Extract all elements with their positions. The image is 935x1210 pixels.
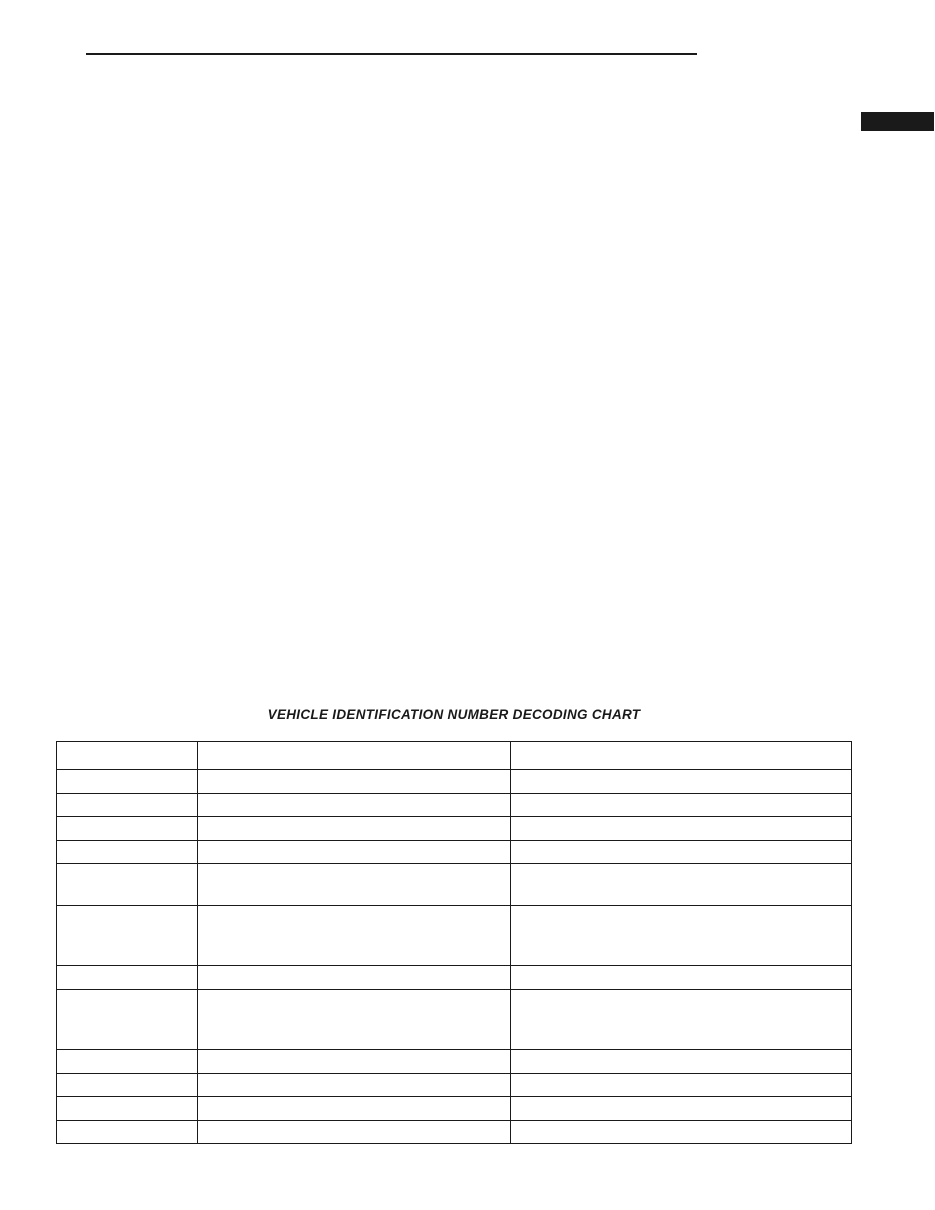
interpretation-cell bbox=[198, 742, 511, 770]
interpretation-cell bbox=[198, 1097, 511, 1121]
interpretation-cell bbox=[198, 1050, 511, 1074]
code-description-cell bbox=[511, 817, 852, 841]
table-row bbox=[57, 1097, 852, 1121]
code-description-cell bbox=[511, 1050, 852, 1074]
interpretation-cell bbox=[198, 841, 511, 864]
interpretation-cell bbox=[198, 906, 511, 966]
code-description-cell bbox=[511, 742, 852, 770]
table-row bbox=[57, 1074, 852, 1097]
chart-title: VEHICLE IDENTIFICATION NUMBER DECODING CHART bbox=[267, 707, 641, 722]
position-cell bbox=[57, 1050, 198, 1074]
table-row bbox=[57, 966, 852, 990]
position-cell bbox=[57, 990, 198, 1050]
table-row bbox=[57, 794, 852, 817]
code-description-cell bbox=[511, 770, 852, 794]
table-row bbox=[57, 841, 852, 864]
table-row bbox=[57, 990, 852, 1050]
position-cell bbox=[57, 817, 198, 841]
vin-decoding-table bbox=[56, 741, 852, 1144]
position-cell bbox=[57, 906, 198, 966]
position-cell bbox=[57, 841, 198, 864]
code-description-cell bbox=[511, 794, 852, 817]
interpretation-cell bbox=[198, 1074, 511, 1097]
position-cell bbox=[57, 864, 198, 906]
code-description-cell bbox=[511, 841, 852, 864]
interpretation-cell bbox=[198, 817, 511, 841]
position-cell bbox=[57, 794, 198, 817]
vin-table-body bbox=[57, 742, 852, 1144]
table-row bbox=[57, 817, 852, 841]
interpretation-cell bbox=[198, 966, 511, 990]
interpretation-cell bbox=[198, 864, 511, 906]
position-cell bbox=[57, 1097, 198, 1121]
code-description-cell bbox=[511, 864, 852, 906]
interpretation-cell bbox=[198, 1121, 511, 1144]
table-row bbox=[57, 906, 852, 966]
table-row bbox=[57, 864, 852, 906]
position-cell bbox=[57, 1074, 198, 1097]
section-tab-marker bbox=[861, 112, 934, 131]
position-cell bbox=[57, 966, 198, 990]
table-row bbox=[57, 770, 852, 794]
code-description-cell bbox=[511, 990, 852, 1050]
table-row bbox=[57, 1121, 852, 1144]
interpretation-cell bbox=[198, 794, 511, 817]
code-description-cell bbox=[511, 1074, 852, 1097]
interpretation-cell bbox=[198, 770, 511, 794]
table-row bbox=[57, 742, 852, 770]
code-description-cell bbox=[511, 1121, 852, 1144]
position-cell bbox=[57, 1121, 198, 1144]
position-cell bbox=[57, 770, 198, 794]
interpretation-cell bbox=[198, 990, 511, 1050]
position-cell bbox=[57, 742, 198, 770]
code-description-cell bbox=[511, 966, 852, 990]
header-rule bbox=[86, 53, 697, 55]
code-description-cell bbox=[511, 1097, 852, 1121]
code-description-cell bbox=[511, 906, 852, 966]
table-row bbox=[57, 1050, 852, 1074]
